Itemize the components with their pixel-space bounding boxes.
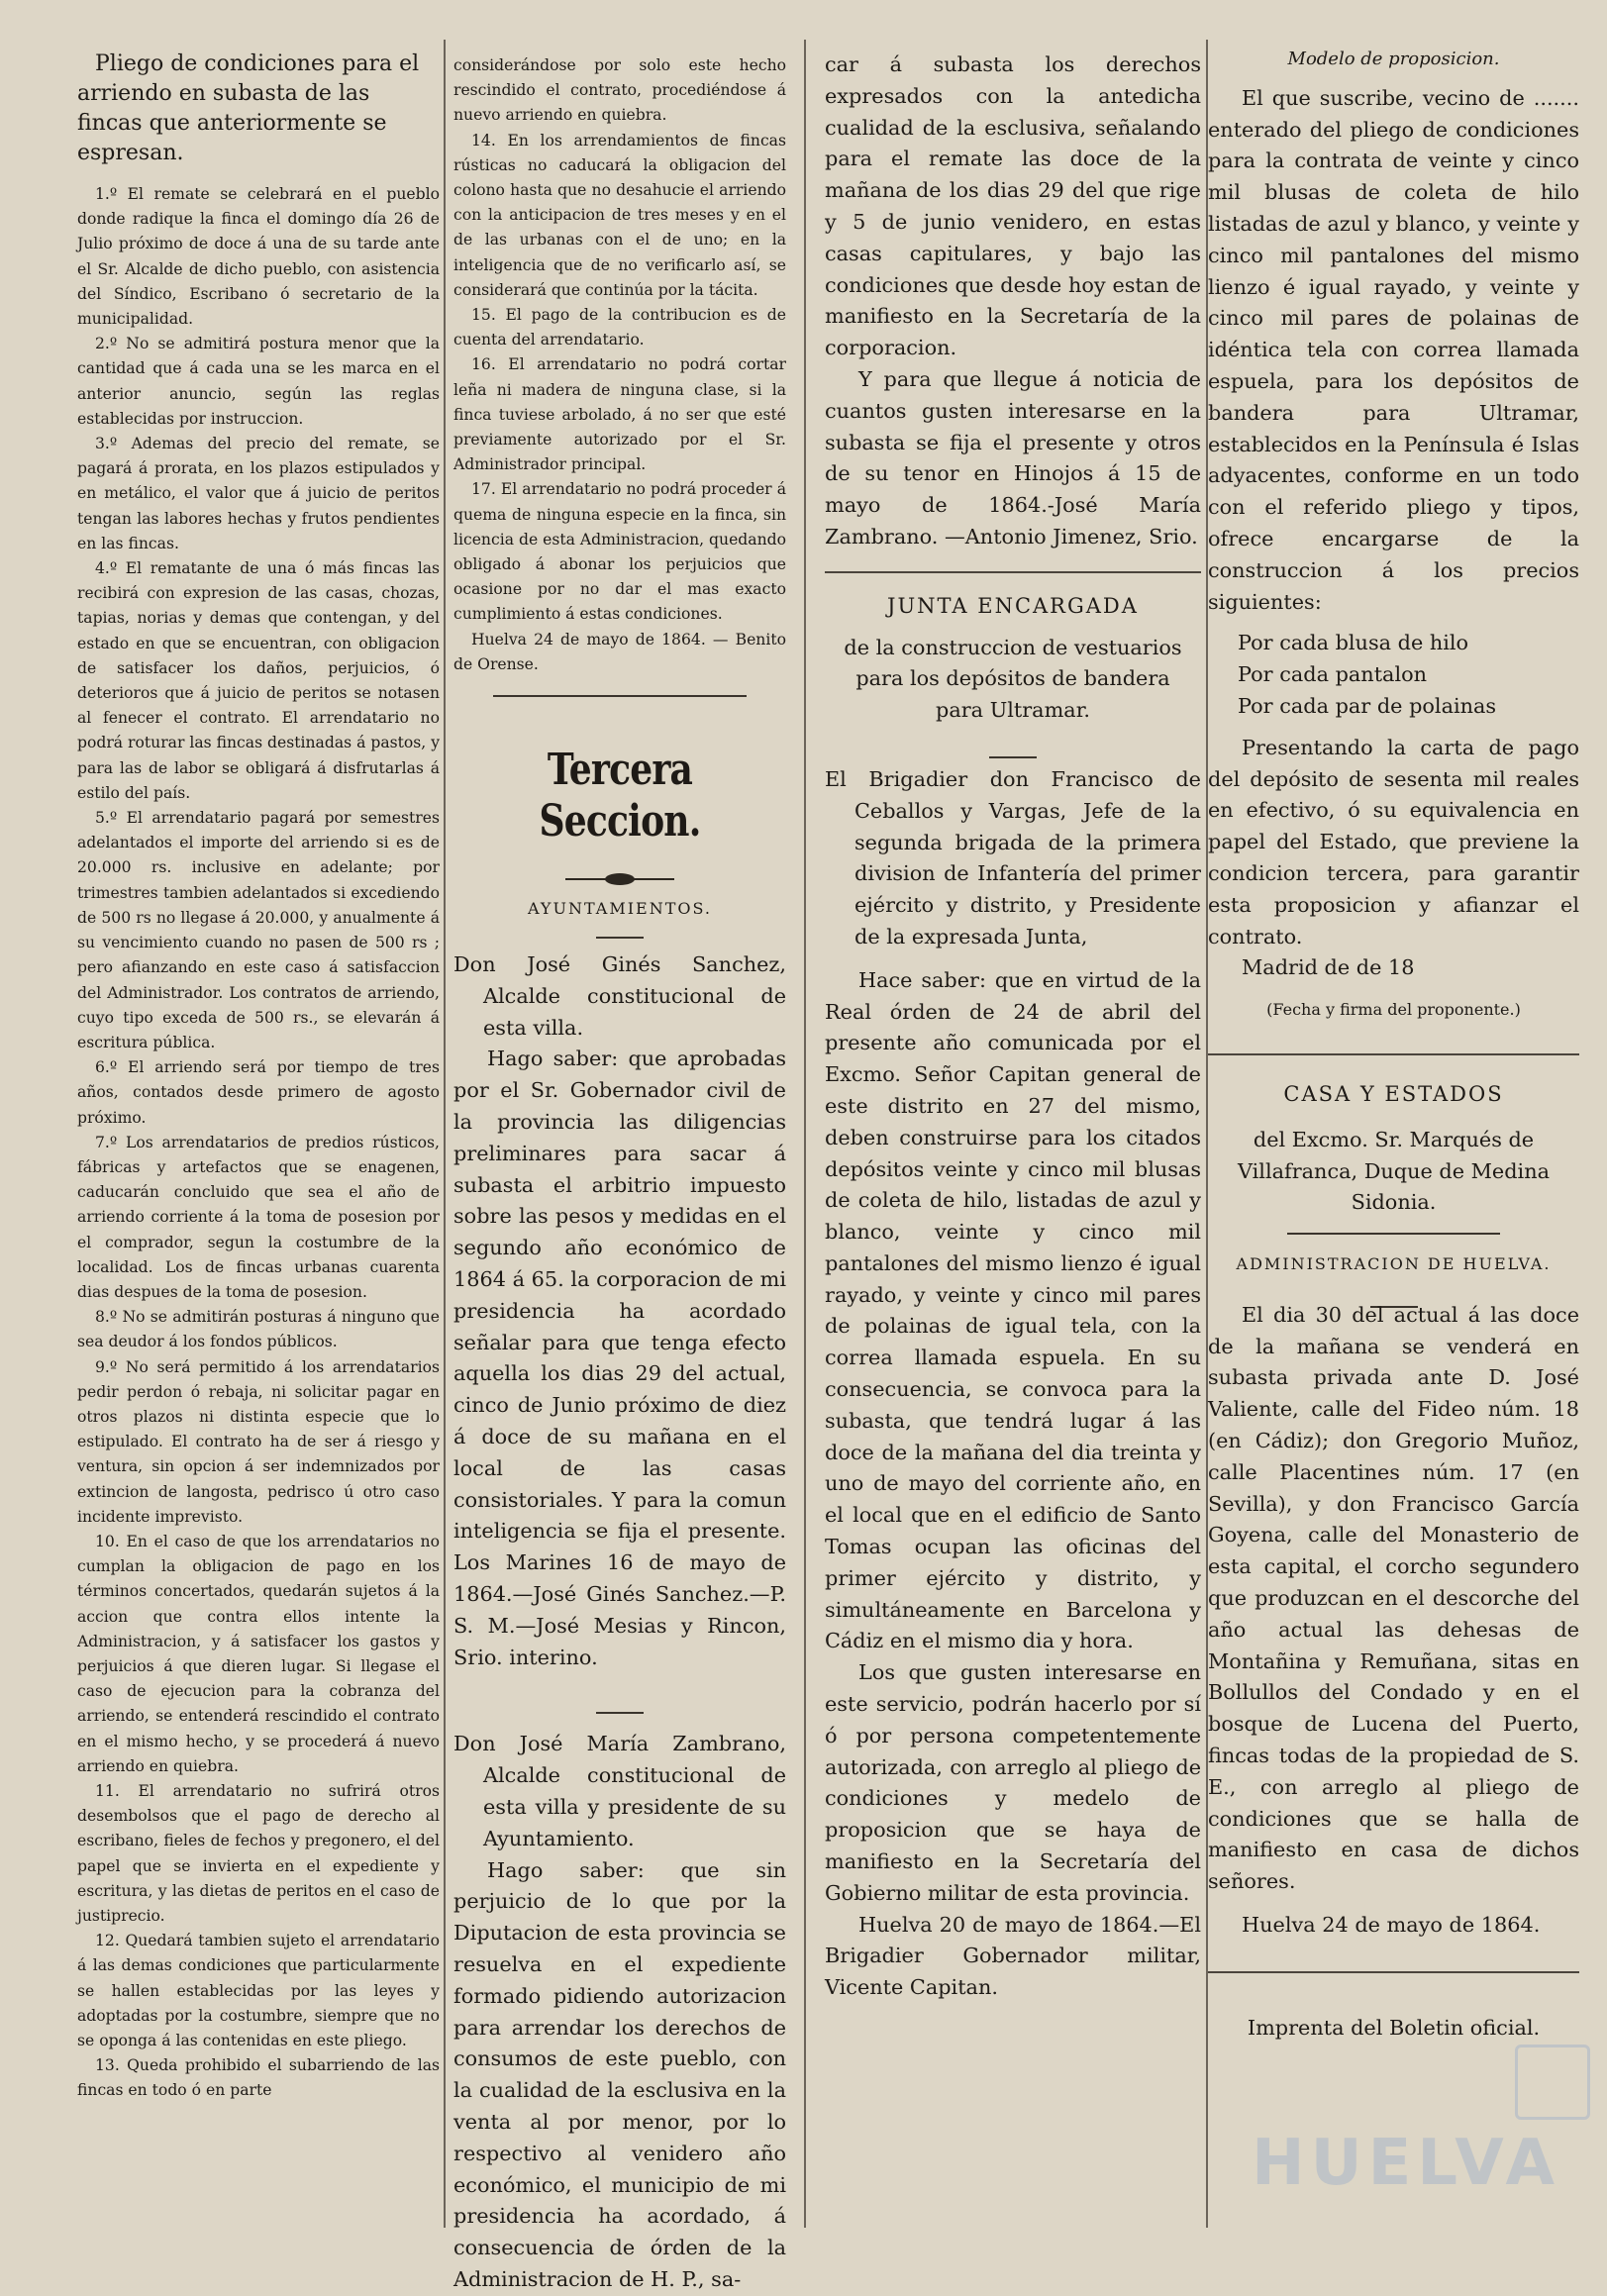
notice-body: Hago saber: que sin perjuicio de lo que por la Diputacion de esta provincia se resuelva en el expediente formado pidiendo autorizacion para arrendar los derechos de consumos de este pueblo, con la cualidad de la esclusiva en la venta al por menor, por lo respectivo al venidero año económico, el municipio de mi presidencia ha acordado, á consecuencia de órden de la Administracion de H. P., sa-	[453, 1857, 786, 2291]
condition-item: 16. El arrendatario no podrá cortar leña ni madera de ninguna clase, si la finca tuviese arbolado, á no ser que esté previamente autorizado por el Sr. Administrador principal.	[453, 355, 786, 474]
divider	[825, 737, 1201, 741]
junta-subtitle: de la construccion de vestuarios para los depósitos de bandera para Ultramar.	[844, 635, 1182, 723]
junta-title: JUNTA ENCARGADA	[887, 593, 1139, 618]
notice-continuation: Y para que llegue á noticia de cuantos gusten interesarse en la subasta se fija el presente y otros de su tenor en Hinojos á 15 de mayo de 1864.-José María Zambrano. —Antonio Jimenez, Srio.	[825, 366, 1201, 549]
notice-body: Huelva 20 de mayo de 1864.—El Brigadier Gobernador militar, Vicente Capitan.	[825, 1912, 1201, 2000]
notice-heading: El Brigadier don Francisco de Ceballos y Vargas, Jefe de la segunda brigada de la primera division de Infantería del primer ejército y distrito, y Presidente de la expresada Junta,	[825, 766, 1201, 948]
condition-item: 14. En los arrendamientos de fincas rústicas no caducará la obligacion del colono hasta que no desahucie el arriendo con la anticipacion de tres meses y en el de las urbanas con el de uno; en la inteligencia que de no verificarlo así, se considerará que continúa por la tácita.	[453, 131, 786, 299]
casa-subtitle: del Excmo. Sr. Marqués de Villafranca, Duque de Medina Sidonia.	[1238, 1127, 1550, 1215]
divider	[453, 1699, 786, 1703]
condition-item: 7.º Los arrendatarios de predios rústicos, fábricas y artefactos que se enagenen, caducarán concluido que sea el año de arriendo corriente á la toma de posesion por el comprador, segun la costumbre de la localidad. Los de fincas urbanas cuarenta dias despues de la toma de posesion.	[77, 1133, 440, 1301]
notice-heading: Don José Ginés Sanchez, Alcalde constitucional de esta villa.	[453, 952, 786, 1040]
section-subtitle: AYUNTAMIENTOS.	[528, 899, 712, 919]
divider	[825, 571, 1201, 573]
condition-item: 11. El arrendatario no sufrirá otros desembolsos que el pago de derecho al escribano, fieles de fechos y pregonero, el del papel que se invierta en el expediente y escritura, y las dietas de peritos en el caso de justiprecio.	[77, 1782, 440, 1926]
divider	[493, 695, 747, 697]
conditions-title: Pliego de condiciones para el arriendo en subasta de las fincas que anteriormente se espresan.	[77, 51, 420, 165]
column-rule	[444, 40, 446, 2228]
condition-item: 12. Quedará tambien sujeto el arrendatario á las demas condiciones que particularmente se hallen establecidas por las leyes y adoptadas por la costumbre, siempre que no se oponga á las contenidas en este pliego.	[77, 1932, 440, 2050]
divider	[1208, 1053, 1579, 1055]
divider	[1208, 1971, 1579, 1973]
notice-continuation: car á subasta los derechos expresados con la antedicha cualidad de la esclusiva, señalando para el remate las doce de la mañana de los dias 29 del que rige y 5 de junio venidero, en estas casas capitulares, y bajo las condiciones que desde hoy estan de manifiesto en la Secretaría de la corporacion.	[825, 52, 1201, 360]
divider	[1208, 1286, 1579, 1290]
modelo-body: El que suscribe, vecino de ....... enterado del pliego de condiciones para la contrata de veinte y cinco mil blusas de coleta de hilo listadas de azul y blanco, y veinte y cinco mil pantalones del mismo lienzo é igual rayado, y veinte y cinco mil pares de polainas de idéntica tela con correa llamada espuela, para los depósitos de bandera para Ultramar, establecidos en la Península é Islas adyacentes, conforme en un todo con el referido pliego y tipos, ofrece encargarse de la construccion á los precios siguientes:	[1208, 85, 1579, 614]
casa-title: CASA Y ESTADOS	[1283, 1081, 1504, 1106]
divider	[1287, 1233, 1500, 1235]
signature: Huelva 24 de mayo de 1864. — Benito de Orense.	[453, 630, 786, 673]
admin-body: El dia 30 del actual á las doce de la mañana se venderá en subasta privada ante D. José Valiente, calle del Fideo núm. 18 (en Cádiz); don Gregorio Muñoz, calle Placentines núm. 17 (en Sevilla), y don Francisco García Goyena, calle del Monasterio de esta capital, el corcho segundero que produzcan en el descorche del año actual las dehesas de Montañina y Remuñana, sitas en Bollullos del Condado y en el bosque de Lucena del Puerto, fincas todas de la propiedad de S. E., con arreglo al pliego de condiciones que se halla de manifiesto en casa de dichos señores.	[1208, 1302, 1579, 1894]
watermark: HUELVA	[1252, 2127, 1560, 2200]
condition-item: 3.º Ademas del precio del remate, se pagará á prorata, en los plazos estipulados y en metálico, el valor que á juicio de peritos tengan las labores hechas y frutos pendientes en las fincas.	[77, 435, 440, 552]
divider	[453, 924, 786, 928]
modelo-title: Modelo de proposicion.	[1287, 49, 1500, 69]
notice-body: Los que gusten interesarse en este servicio, podrán hacerlo por sí ó por persona competentemente autorizada, con arreglo al pliego de condiciones y medelo de proposicion que se haya de manifiesto en la Secretaría del Gobierno militar de esta provincia.	[825, 1660, 1201, 1905]
condition-item: 9.º No será permitido á los arrendatarios pedir perdon ó rebaja, ni solicitar pagar en otros plazos ni distinta especie que lo estipulado. El contrato ha de ser á riesgo y ventura, sin opcion á ser indemnizados por extincion de langosta, pedrisco ú otro caso incidente imprevisto.	[77, 1357, 440, 1526]
notice-body: Hago saber: que aprobadas por el Sr. Gobernador civil de la provincia las diligencias preliminares para sacar á subasta el arbitrio impuesto sobre las pesos y medidas en el segundo año económico de 1864 á 65. la corporacion de mi presidencia ha acordado señalar para que tenga efecto aquella los dias 29 del actual, cinco de Junio próximo de diez á doce de su mañana en el local de las casas consistoriales. Y para la comun inteligencia se fija el presente. Los Marines 16 de mayo de 1864.—José Ginés Sanchez.—P. S. M.—José Mesias y Rincon, Srio. interino.	[453, 1047, 786, 1669]
madrid-line: Madrid de de 18	[1242, 955, 1415, 980]
notice-body: Hace saber: que en virtud de la Real órden de 24 de abril del presente año comunicada por el Excmo. Señor Capitan general de este distrito en 27 del mismo, deben construirse para los citados depósitos veinte y cinco mil blusas de coleta de hilo, listadas de azul y blanco, veinte y cinco mil pantalones del mismo lienzo é igual rayado, y veinte y cinco mil pares de polainas de igual tela, con la correa llamada espuela. En su consecuencia, se convoca para la subasta, que tendrá lugar á las doce de la mañana del dia treinta y uno de mayo del corriente año, en el local que en el edificio de Santo Tomas ocupan las oficinas del primer ejército y distrito, y simultáneamente en Barcelona y Cádiz en el mismo dia y hora.	[825, 967, 1201, 1653]
condition-item: 15. El pago de la contribucion es de cuenta del arrendatario.	[453, 306, 786, 349]
notice-heading: Don José María Zambrano, Alcalde constitucional de esta villa y presidente de su Ayuntamiento.	[453, 1732, 786, 1850]
admin-title: ADMINISTRACION DE HUELVA.	[1236, 1254, 1552, 1274]
imprenta-line: Imprenta del Boletin oficial.	[1247, 2015, 1541, 2040]
condition-item: 6.º El arriendo será por tiempo de tres años, contados desde primero de agosto próximo.	[77, 1058, 440, 1127]
condition-item: 10. En el caso de que los arrendatarios no cumplan la obligacion de pago en los términos concertados, quedarán sujetos á la accion que contra ellos intente la Administracion, y á satisfacer los gastos y perjuicios á que dieren lugar. Si llegase el caso de ejecucion para la cobranza del arriendo, se entenderá rescindido el contrato en el mismo hecho, y se procederá á nuevo arriendo en quiebra.	[77, 1532, 440, 1775]
column-conditions	[77, 50, 440, 2104]
price-line: Por cada pantalon	[1238, 662, 1428, 687]
price-line: Por cada blusa de hilo	[1238, 631, 1469, 655]
condition-item: 4.º El rematante de una ó más fincas las recibirá con expresion de las casas, chozas, tapias, norias y demas que contengan, y del estado en que se encuentran, con obligacion de satisfacer los daños, perjuicios, ó deterioros que á juicio de peritos se notasen al fenecer el contrato. El arrendatario no podrá roturar las fincas destinadas á pastos, y para las de labor se obligará á disfrutarlas á estilo del país.	[77, 559, 441, 802]
condition-item: 2.º No se admitirá postura menor que la cantidad que á cada una se les marca en el anterior anuncio, según las reglas establecidas por instruccion.	[77, 335, 440, 428]
condition-item: 13. Queda prohibido el subarriendo de las fincas en todo ó en parte	[77, 2056, 440, 2100]
firma-line: (Fecha y firma del proponente.)	[1266, 1000, 1521, 1020]
price-line: Por cada par de polainas	[1238, 693, 1497, 718]
column-modelo	[1208, 44, 1579, 2045]
condition-item: 1.º El remate se celebrará en el pueblo donde radique la finca el domingo día 26 de Julio próximo de doce á una de su tarde ante el Sr. Alcalde de dicho pueblo, con asistencia del Síndico, Escribano ó secretario de la municipalidad.	[77, 185, 440, 329]
ornament	[565, 873, 674, 885]
condition-item: 5.º El arrendatario pagará por semestres adelantados el importe del arriendo si es de 20.000 rs. inclusive en adelante; por trimestres tambien adelantados si excediendo de 500 rs no llegase á 20.000, y anualmente á su vencimiento cuando no pasen de 500 rs ; pero afianzando en este caso á satisfaccion del Administrador. Los contratos de arriendo, cuyo tipo exceda de 500 rs., se elevarán á escritura pública.	[77, 809, 440, 1051]
admin-date: Huelva 24 de mayo de 1864.	[1242, 1913, 1541, 1938]
condition-item: 17. El arrendatario no podrá proceder á quema de ninguna especie en la finca, sin licencia de esta Administracion, quedando obligado á abonar los perjuicios que ocasione por no dar el mas exacto cumplimiento á estas condiciones.	[453, 480, 786, 624]
condition-item: considerándose por solo este hecho rescindido el contrato, procediéndose á nuevo arriendo en quiebra.	[453, 56, 786, 125]
column-junta	[825, 50, 1201, 2004]
section-title: Tercera Seccion.	[539, 745, 701, 848]
condition-item: 8.º No se admitirán posturas á ninguno que sea deudor á los fondos públicos.	[77, 1308, 440, 1351]
modelo-body: Presentando la carta de pago del depósito de sesenta mil reales en efectivo, ó su equivalencia en papel del Estado, que previene la condicion tercera, para garantir esta proposicion y afianzar el contrato.	[1208, 735, 1579, 948]
column-rule	[804, 40, 806, 2228]
column-tercera	[453, 53, 786, 2296]
